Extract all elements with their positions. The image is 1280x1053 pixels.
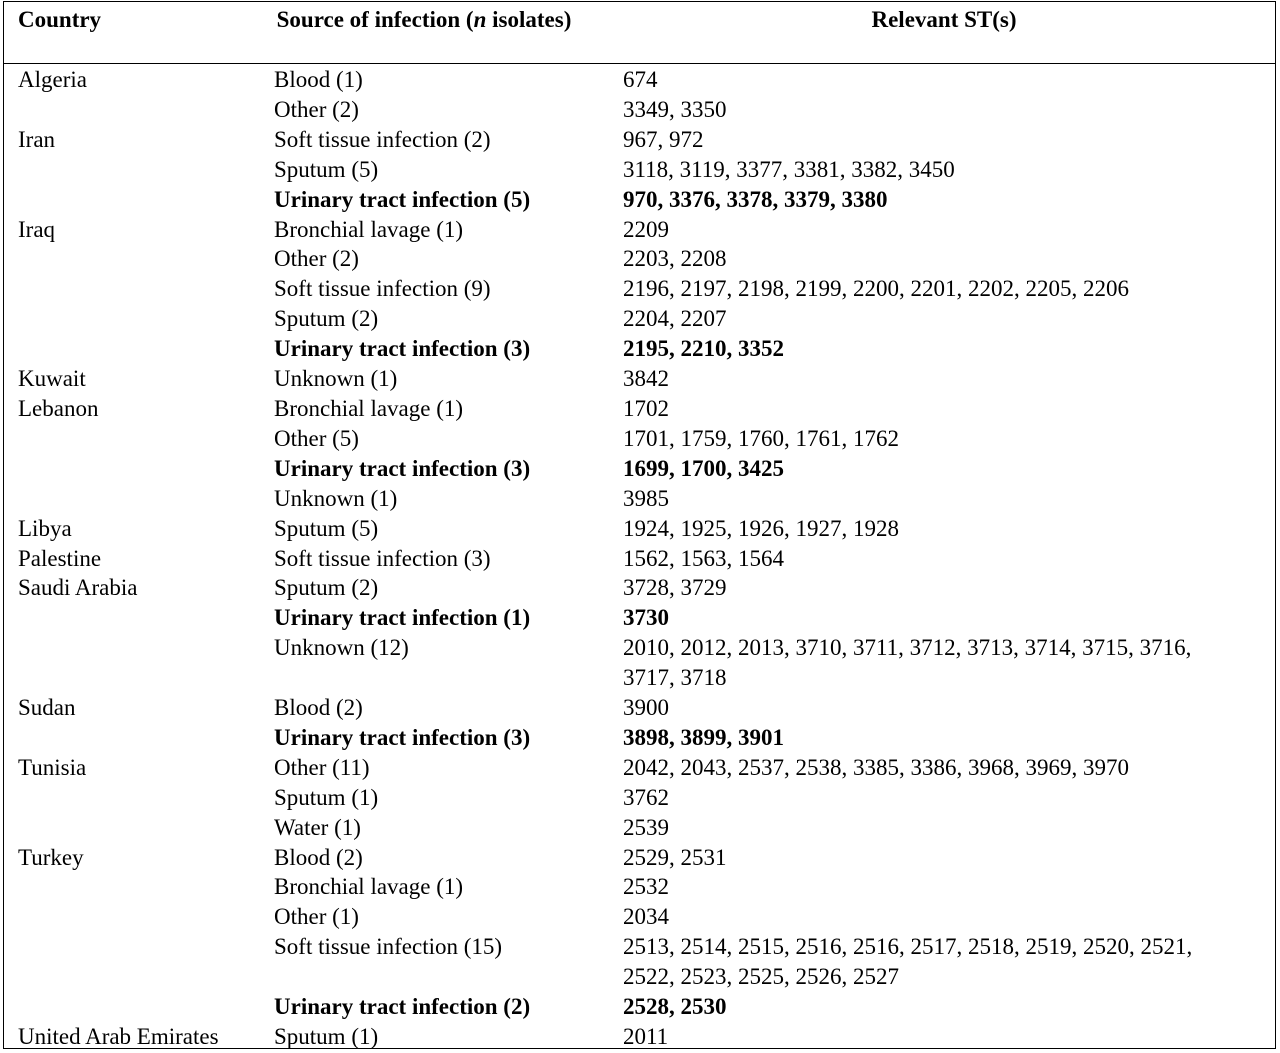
cell-country: Kuwait bbox=[18, 366, 86, 392]
cell-relevant-st: 2042, 2043, 2537, 2538, 3385, 3386, 3968, 3969, 3970 bbox=[623, 754, 1129, 780]
table-row bbox=[4, 753, 1275, 783]
table-body bbox=[4, 65, 1275, 1052]
cell-relevant-st: 3900 bbox=[623, 695, 669, 721]
cell-source-of-infection: Blood (2) bbox=[274, 844, 363, 870]
table-header-row bbox=[4, 2, 1275, 64]
st-table bbox=[3, 1, 1276, 1049]
cell-source-of-infection: Urinary tract infection (3) bbox=[274, 724, 531, 750]
cell-source-of-infection: Urinary tract infection (5) bbox=[274, 186, 531, 212]
cell-country: Libya bbox=[18, 515, 72, 541]
cell-source-of-infection: Unknown (12) bbox=[274, 635, 409, 661]
cell-relevant-st: 3118, 3119, 3377, 3381, 3382, 3450 bbox=[623, 156, 955, 182]
cell-relevant-st: 3730 bbox=[623, 605, 669, 631]
table-row bbox=[4, 484, 1275, 514]
cell-country: Palestine bbox=[18, 545, 102, 571]
table-row bbox=[4, 843, 1275, 873]
cell-relevant-st: 2529, 2531 bbox=[623, 844, 727, 870]
cell-relevant-st: 2203, 2208 bbox=[623, 246, 727, 272]
cell-relevant-st: 1924, 1925, 1926, 1927, 1928 bbox=[623, 515, 899, 541]
cell-relevant-st: 3762 bbox=[623, 784, 669, 810]
cell-source-of-infection: Urinary tract infection (3) bbox=[274, 455, 531, 481]
table-row bbox=[4, 65, 1275, 95]
cell-relevant-st: 1562, 1563, 1564 bbox=[623, 545, 784, 571]
table-row bbox=[4, 872, 1275, 902]
table-row bbox=[4, 364, 1275, 394]
header-source-of-infection bbox=[274, 5, 574, 35]
cell-source-of-infection: Other (2) bbox=[274, 96, 359, 122]
cell-source-of-infection: Soft tissue infection (15) bbox=[274, 934, 503, 960]
header-source-n: n bbox=[473, 7, 487, 32]
table-row bbox=[4, 274, 1275, 304]
cell-source-of-infection: Bronchial lavage (1) bbox=[274, 874, 464, 900]
cell-relevant-st: 1701, 1759, 1760, 1761, 1762 bbox=[623, 425, 899, 451]
cell-source-of-infection: Urinary tract infection (2) bbox=[274, 994, 531, 1020]
cell-source-of-infection: Blood (2) bbox=[274, 695, 363, 721]
table-row bbox=[4, 633, 1275, 693]
cell-relevant-st: 2204, 2207 bbox=[623, 306, 727, 332]
table-row bbox=[4, 155, 1275, 185]
table-row bbox=[4, 693, 1275, 723]
cell-country: Iraq bbox=[18, 216, 56, 242]
cell-source-of-infection: Sputum (2) bbox=[274, 306, 379, 332]
table-row bbox=[4, 185, 1275, 215]
cell-source-of-infection: Blood (1) bbox=[274, 67, 363, 92]
table-row bbox=[4, 783, 1275, 813]
table-row bbox=[4, 95, 1275, 125]
cell-country: United Arab Emirates bbox=[18, 1024, 219, 1049]
cell-source-of-infection: Other (2) bbox=[274, 246, 359, 272]
cell-source-of-infection: Sputum (2) bbox=[274, 575, 379, 601]
table-row bbox=[4, 394, 1275, 424]
cell-relevant-st: 967, 972 bbox=[623, 126, 704, 152]
table-row bbox=[4, 992, 1275, 1022]
cell-source-of-infection: Other (5) bbox=[274, 425, 359, 451]
cell-relevant-st: 2034 bbox=[623, 904, 669, 930]
cell-source-of-infection: Urinary tract infection (1) bbox=[274, 605, 531, 631]
cell-relevant-st: 2539 bbox=[623, 814, 669, 840]
cell-source-of-infection: Sputum (5) bbox=[274, 515, 379, 541]
table-row bbox=[4, 424, 1275, 454]
header-relevant-st: Relevant ST(s) bbox=[871, 7, 1017, 32]
header-source-tail: isolates) bbox=[486, 7, 572, 32]
cell-source-of-infection: Sputum (5) bbox=[274, 156, 379, 182]
cell-relevant-st: 1702 bbox=[623, 395, 669, 421]
cell-source-of-infection: Bronchial lavage (1) bbox=[274, 216, 464, 242]
table-row bbox=[4, 813, 1275, 843]
table-row bbox=[4, 454, 1275, 484]
table-row bbox=[4, 334, 1275, 364]
cell-country: Turkey bbox=[18, 844, 84, 870]
cell-source-of-infection: Soft tissue infection (9) bbox=[274, 276, 491, 302]
cell-source-of-infection: Unknown (1) bbox=[274, 485, 398, 511]
cell-country: Sudan bbox=[18, 695, 76, 721]
header-source-text: Source of infection ( bbox=[276, 7, 474, 32]
cell-relevant-st: 3728, 3729 bbox=[623, 575, 727, 601]
cell-relevant-st: 3842 bbox=[623, 366, 669, 392]
cell-country: Algeria bbox=[18, 67, 87, 92]
cell-country: Lebanon bbox=[18, 395, 99, 421]
cell-relevant-st: 3985 bbox=[623, 485, 669, 511]
cell-source-of-infection: Water (1) bbox=[274, 814, 361, 840]
cell-source-of-infection: Other (1) bbox=[274, 904, 359, 930]
cell-source-of-infection: Urinary tract infection (3) bbox=[274, 336, 531, 362]
table-row bbox=[4, 573, 1275, 603]
cell-source-of-infection: Other (11) bbox=[274, 754, 370, 780]
cell-country: Saudi Arabia bbox=[18, 575, 138, 601]
table-row bbox=[4, 514, 1275, 544]
cell-source-of-infection: Sputum (1) bbox=[274, 784, 379, 810]
cell-relevant-st: 2528, 2530 bbox=[623, 994, 727, 1020]
table-row bbox=[4, 902, 1275, 932]
table-row bbox=[4, 544, 1275, 574]
cell-source-of-infection: Soft tissue infection (3) bbox=[274, 545, 491, 571]
cell-country: Tunisia bbox=[18, 754, 87, 780]
table-row bbox=[4, 244, 1275, 274]
table-row bbox=[4, 723, 1275, 753]
table-row bbox=[4, 932, 1275, 992]
cell-source-of-infection: Bronchial lavage (1) bbox=[274, 395, 464, 421]
table-row bbox=[4, 215, 1275, 245]
cell-relevant-st: 2010, 2012, 2013, 3710, 3711, 3712, 3713, 3714, 3715, 3716, 3717, 3718 bbox=[623, 635, 1192, 691]
cell-relevant-st: 2513, 2514, 2515, 2516, 2516, 2517, 2518, 2519, 2520, 2521, 2522, 2523, 2525, 2526, 2527 bbox=[623, 934, 1193, 990]
cell-relevant-st: 2532 bbox=[623, 874, 669, 900]
cell-relevant-st: 1699, 1700, 3425 bbox=[623, 455, 784, 481]
table-row bbox=[4, 125, 1275, 155]
cell-source-of-infection: Unknown (1) bbox=[274, 366, 398, 392]
cell-relevant-st: 3349, 3350 bbox=[623, 96, 727, 122]
cell-relevant-st: 674 bbox=[623, 67, 658, 92]
table-row bbox=[4, 304, 1275, 334]
table-row bbox=[4, 603, 1275, 633]
cell-source-of-infection: Sputum (1) bbox=[274, 1024, 379, 1049]
cell-relevant-st: 2209 bbox=[623, 216, 669, 242]
cell-relevant-st: 2011 bbox=[623, 1024, 669, 1049]
table-row bbox=[4, 1022, 1275, 1052]
cell-relevant-st: 2195, 2210, 3352 bbox=[623, 336, 784, 362]
cell-country: Iran bbox=[18, 126, 56, 152]
cell-relevant-st: 970, 3376, 3378, 3379, 3380 bbox=[623, 186, 888, 212]
header-country: Country bbox=[18, 7, 102, 32]
cell-relevant-st: 3898, 3899, 3901 bbox=[623, 724, 784, 750]
cell-relevant-st: 2196, 2197, 2198, 2199, 2200, 2201, 2202, 2205, 2206 bbox=[623, 276, 1129, 302]
cell-source-of-infection: Soft tissue infection (2) bbox=[274, 126, 491, 152]
